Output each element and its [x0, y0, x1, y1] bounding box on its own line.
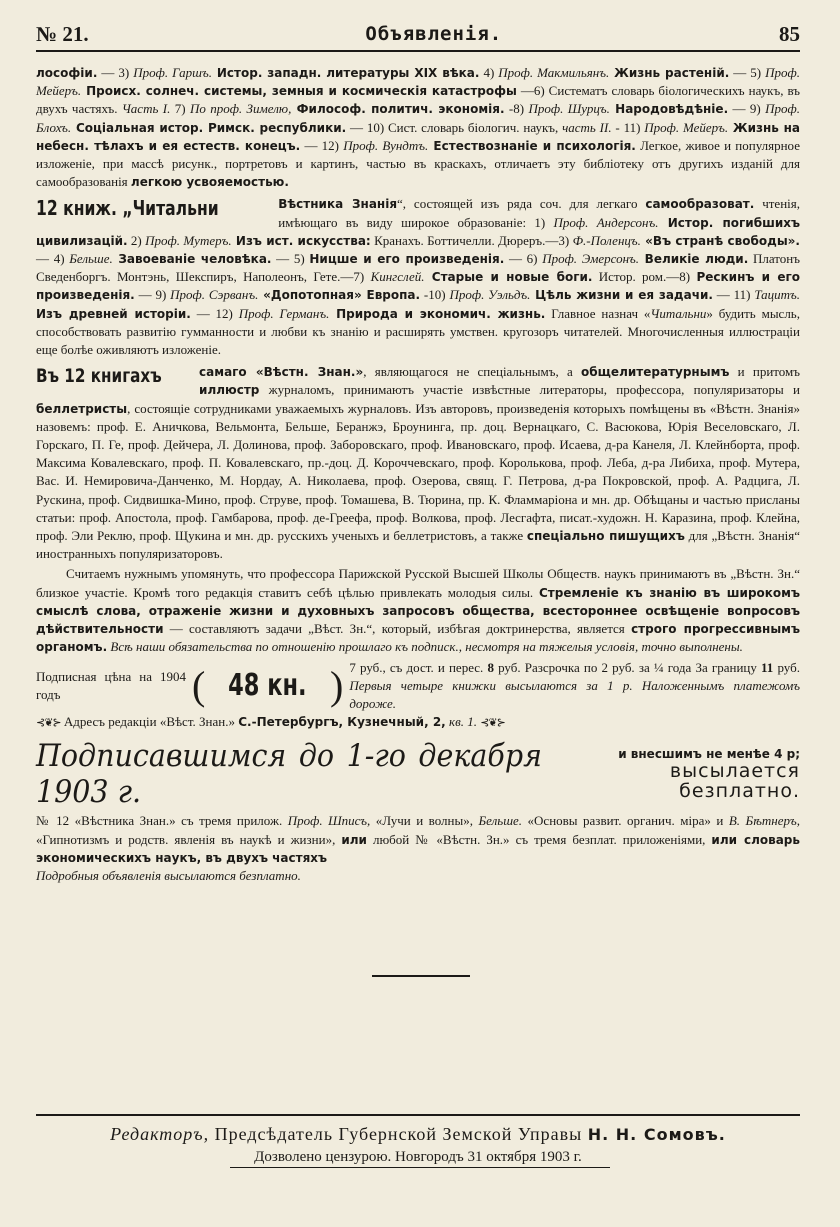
- books-count: 48 кн.: [228, 667, 307, 703]
- editorial-address: ⊰❦⊱ Адресъ редакціи «Вѣст. Знан.» С.-Петербургъ, Кузнечный, 2, кв. 1. ⊰❦⊱: [36, 714, 505, 730]
- section-divider: [372, 975, 470, 977]
- ornament-icon: ⊰❦⊱: [480, 716, 505, 730]
- issue-number: № 21.: [36, 21, 89, 46]
- page-number: 85: [778, 21, 800, 46]
- footer-rule: [36, 1114, 800, 1116]
- subscription-price: Подписная цѣна на 1904 годъ ( 48 кн. ) 7 руб., съ дост. и перес. 8 руб. Разсрочка по 2 руб. за ¼ года За границу 11 руб. Первыя четыре книжки высылаются за 1 р. Наложеннымъ платежомъ дороже.: [36, 659, 800, 714]
- ornament-icon: ⊰❦⊱: [36, 716, 61, 730]
- authors-paragraph: Въ 12 книгахъ самаго «Вѣстн. Знан.», являющагося не спеціальнымъ, а общелитературнымъ и притомъ иллюстр журналомъ, принимаютъ участіе извѣстные литераторы, профессора, популяризаторы и беллетристы, состоящіе сотрудниками уважаемыхъ журналовъ. Изъ авторовъ, произведенія которыхъ помѣщены въ «Вѣстн. Знанія» назовемъ: проф. Е. Аничкова, Вельмонта, Бельше, Беранжэ, Броунинга, пр. доц. Вернацкаго, С. Васюкова, Юрія Веселовскаго, Л. Горскаго, П. Ге, проф. Дейчера, Л. Долинова, проф. Заборовскаго, проф. Ивановскаго, проф. Исаева, д-ра Канеля, Л. Клейнборта, проф. Максима Ковалевскаго, проф. П. Ковалевскаго, пр.-доц. Д. Короччевскаго, проф. Королькова, проф. Леба, д-ра Либиха, проф. Мутера, Вас. И. Немировича-Данченко, М. Нордау, А. Николаева, проф. Озерова, свящ. Г. Петрова, д-ра Покровской, проф. А. Радцига, Л. Рускина, проф. Сидвишка-Мино, проф. Струве, проф. Томашева, В. Тюрина, пр. К. Фламмаріона и мн. др. Обѣщаны и частью присланы статьи: проф. Апостола, проф. Гамбарова, проф. де-Греефа, проф. Волкова, проф. Лесгафта, писат.-художн. Н. Каразина, проф. Клейна, проф. Эли Реклю, проф. Щукина и мн. др. русскихъ ученыхъ и беллетристовъ, а также спеціально пишущихъ для „Вѣстн. Знанія“ иностранныхъ популяризаторовъ.: [36, 364, 801, 562]
- promo-gifts: № 12 «Вѣстника Знан.» съ тремя прилож. Проф. Шписъ, «Лучи и волны», Бельше. «Основы развит. органич. міра» и В. Бѣтнеръ, «Гипнотизмъ и родств. явленія въ наукѣ и жизни», или любой № «Вѣстн. Зн.» съ тремя безплат. приложеніями, или словарь экономическихъ наукъ, въ двухъ частяхъ: [36, 813, 800, 865]
- promo-footnote: Подробныя объявленія высылаются безплатно.: [36, 867, 301, 883]
- chitalni-paragraph: 12 книж. „Читальни Вѣстника Знанія“, состоящей изъ ряда соч. для легкаго самообразоват. чтенія, имѣющаго въ виду широкое образованіе: 1) Проф. Андерсонъ. Истор. погибшихъ цивилизацій. 2) Проф. Мутеръ. Изъ ист. искусства: Кранахъ. Боттичелли. Дюреръ.—3) Ф.-Поленцъ. «Въ странѣ свободы». — 4) Бельше. Завоеваніе человѣка. — 5) Ницше и его произведенія. — 6) Проф. Эмерсонъ. Великіе люди. Платонъ Сведенборгъ. Монтэнь, Шекспиръ, Наполеонъ, Гете.—7) Кингслей. Старые и новые боги. Истор. ром.—8) Рескинъ и его произведенія. — 9) Проф. Сэрванъ. «Допотопная» Европа. -10) Проф. Уэльдъ. Цѣль жизни и ея задачи. — 11) Тацитъ. Изъ древней исторіи. — 12) Проф. Германъ. Природа и экономич. жизнь. Главное назнач «Читальни» будить мысль, способствовать развитію гумманности и любви къ знанію и расширять умствен. кругозоръ читателей. Многочисленныя иллюстраціи еще болѣе оживляютъ изложеніе.: [36, 196, 800, 358]
- price-details: 7 руб., съ дост. и перес. 8 руб. Разсрочка по 2 руб. за ¼ года За границу 11 руб. Первыя четыре книжки высылаются за 1 р. Наложеннымъ платежомъ дороже.: [349, 659, 800, 711]
- mission-paragraph: Считаемъ нужнымъ упомянуть, что профессора Парижской Русской Высшей Школы Обществ. наукъ принимаютъ въ „Вѣстн. Зн.“ близкое участіе. Кромѣ того редакція ставитъ себѣ цѣлью привлекать молодыя силы. Стремленіе къ знанію въ широкомъ смыслѣ слова, отраженіе жизни и духовныхъ запросовъ общества, всестороннее освѣщеніе вопросовъ дѣйствительности — составляютъ задачи „Вѣст. Зн.“, который, избѣгая доктринерства, является строго прогрессивнымъ органомъ. Всѣ наши обязательства по отношенію прошлаго къ подписк., несмотря на тяжелыя условія, точно выполнены.: [36, 566, 801, 655]
- page-header: [36, 18, 800, 52]
- ad-body: [36, 64, 800, 885]
- editor-line: Редакторъ, Предсѣдатель Губернской Земской Управы Н. Н. Сомовъ.: [110, 1124, 726, 1144]
- price-label: Подписная цѣна на 1904 годъ: [36, 668, 186, 702]
- censorship-note: Дозволено цензурою. Новгородъ 31 октября 1903 г.: [254, 1149, 582, 1165]
- censor-underline: [230, 1167, 610, 1168]
- section-title: Объявленія.: [365, 23, 503, 45]
- twelve-books-lead: Въ 12 книгахъ: [36, 365, 162, 388]
- chitalni-lead: 12 книж. „Читальни: [36, 196, 219, 221]
- promo-note: и внесшимъ не менѣе 4 р; высылается безплатно.: [618, 747, 800, 803]
- library-list-continued: лософіи. — 3) Проф. Гаршъ. Истор. западн. литературы XIX вѣка. 4) Проф. Макмильянъ. Жизнь растеній. — 5) Проф. Мейеръ. Происх. солнеч. системы, земныя и космическія катастрофы —6) Систематъ словарь біологическихъ наукъ, въ двухъ частяхъ. Часть I. 7) По проф. Зимелю, Философ. политич. экономія. -8) Проф. Шурцъ. Народовѣдѣніе. — 9) Проф. Блохъ. Соціальная истор. Римск. республики. — 10) Сист. словарь біологич. наукъ, часть II. - 11) Проф. Мейеръ. Жизнь на небесн. тѣлахъ и ея естеств. конецъ. — 12) Проф. Вундтъ. Естествознаніе и психологія. Легкое, живое и популярное изложеніе, при массѣ рисунк., портретовъ и картинъ, частью въ краскахъ, отличаетъ эту библіотеку отъ другихъ изданій для самообразованія легкою усвояемостью.: [36, 65, 800, 190]
- promo-headline: Подписавшимся до 1-го декабря 1903 г.: [36, 738, 542, 811]
- promo-banner: [36, 738, 800, 810]
